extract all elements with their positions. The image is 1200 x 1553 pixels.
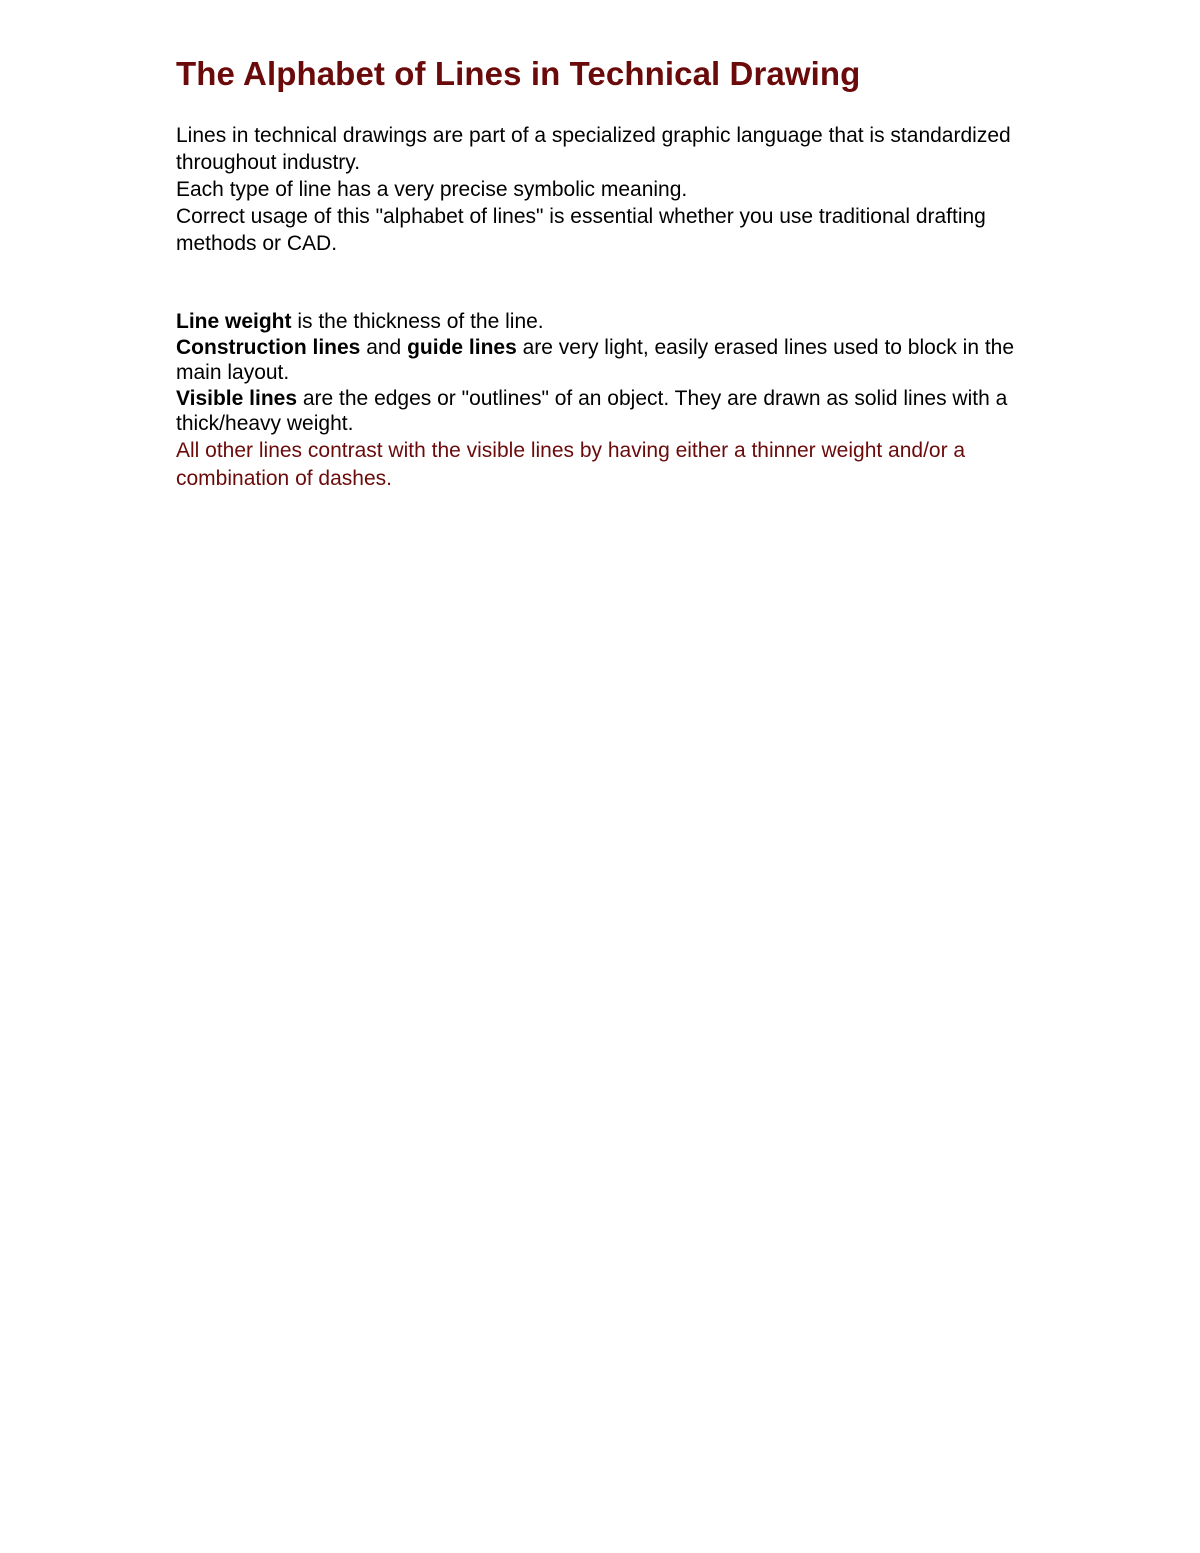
- intro-section: [176, 122, 1016, 257]
- visible-lines-text: are the edges or "outlines" of an object. They are drawn as solid lines with a thick/heavy weight.: [176, 386, 1008, 435]
- visible-lines-definition: [176, 386, 1016, 437]
- line-weight-text: is the thickness of the line.: [291, 310, 544, 333]
- document-page: [176, 52, 1016, 493]
- construction-lines-term: Construction lines: [176, 335, 361, 359]
- visible-lines-term: Visible lines: [176, 386, 298, 410]
- construction-lines-definition: [176, 335, 1016, 386]
- other-lines-note: All other lines contrast with the visible lines by having either a thinner weight and/or a combination of dashes.: [176, 438, 966, 490]
- intro-paragraph-2: Each type of line has a very precise symbolic meaning.: [176, 178, 688, 201]
- definitions-section: [176, 309, 1016, 493]
- intro-paragraph-3: Correct usage of this "alphabet of lines" is essential whether you use traditional drafting methods or CAD.: [176, 205, 986, 255]
- guide-lines-term: guide lines: [407, 335, 517, 359]
- line-weight-term: Line weight: [176, 310, 292, 333]
- line-weight-definition: [176, 309, 1016, 335]
- construction-joiner: and: [360, 335, 408, 359]
- construction-lines-text: are very light, easily erased lines used to block in the main layout.: [176, 335, 1015, 384]
- intro-paragraph-1: Lines in technical drawings are part of a specialized graphic language that is standardized throughout industry.: [176, 124, 1011, 174]
- document-title: The Alphabet of Lines in Technical Drawing: [176, 55, 861, 92]
